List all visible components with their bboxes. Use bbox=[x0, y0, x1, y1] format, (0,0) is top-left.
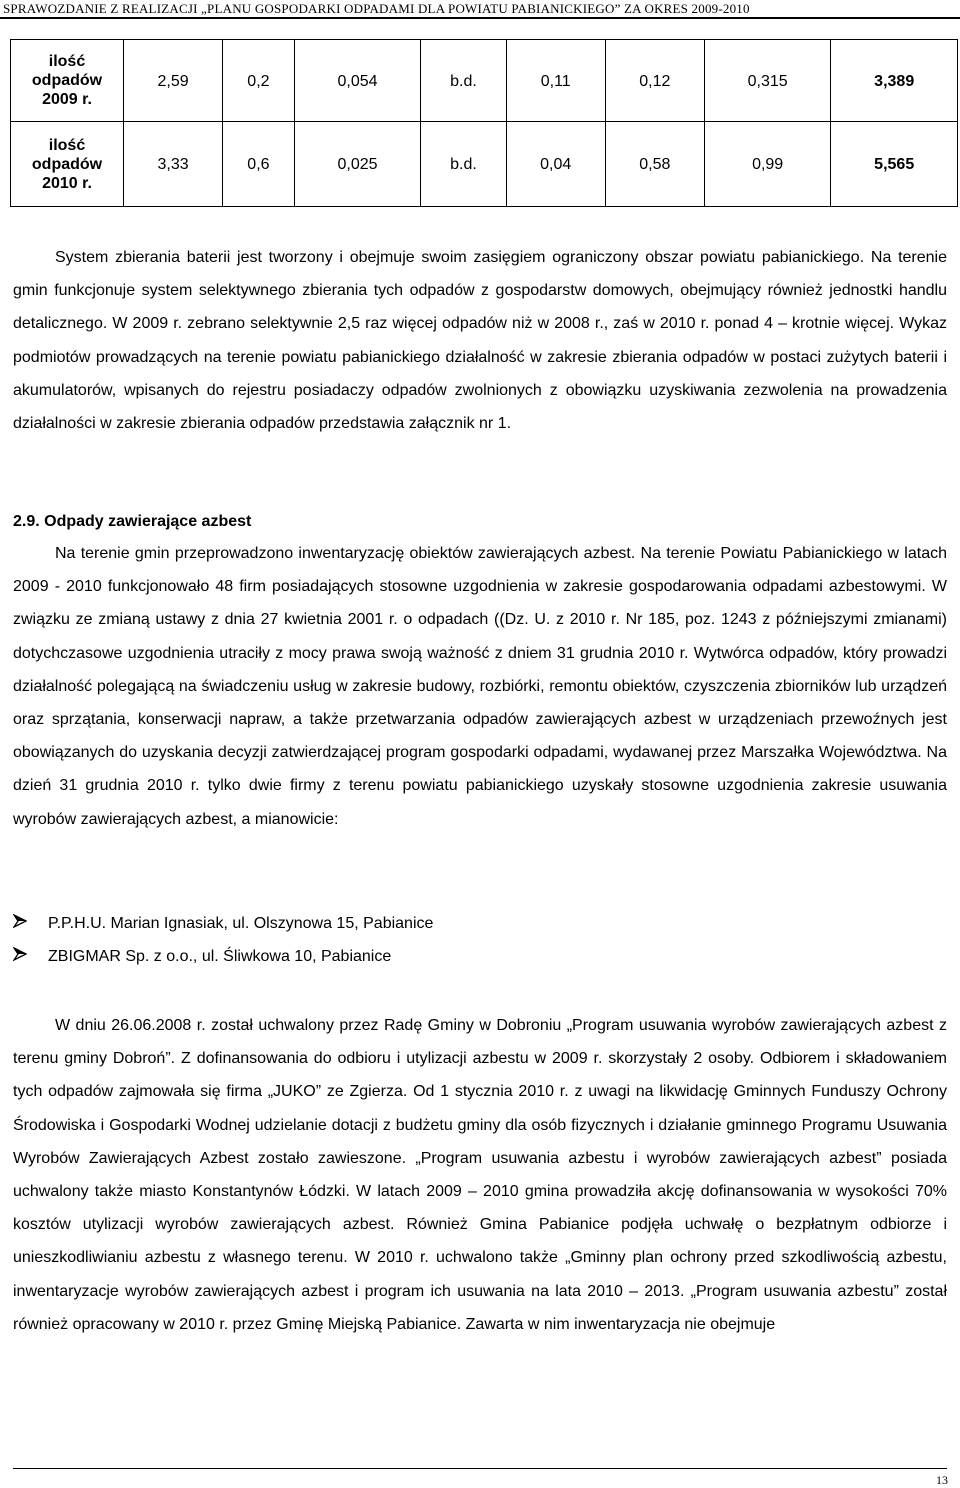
list-item bbox=[13, 907, 433, 940]
list-item bbox=[13, 940, 433, 973]
table-row bbox=[11, 122, 958, 207]
table-cell: 0,2 bbox=[223, 40, 295, 122]
table-cell: 3,389 bbox=[831, 40, 958, 122]
row-label-line: 2009 r. bbox=[42, 91, 92, 108]
table-cell: 0,04 bbox=[506, 122, 605, 207]
footer-divider bbox=[13, 1468, 947, 1469]
table-cell: 0,12 bbox=[605, 40, 704, 122]
table-row bbox=[11, 40, 958, 122]
waste-quantity-table bbox=[10, 39, 958, 207]
row-label-line: odpadów bbox=[31, 155, 103, 173]
dobron-paragraph bbox=[13, 1009, 947, 1341]
batteries-text: System zbierania baterii jest tworzony i obejmuje swoim zasięgiem ograniczony obszar powiatu pabianickiego. Na terenie gmin funkcjonuje system selektywnego zbierania tych odpadów z gospodarstw domowych, obejmujący również jednostki handlu detalicznego. W 2009 r. zebrano selektywnie 2,5 raz więcej odpadów niż w 2008 r., zaś w 2010 r. ponad 4 – krotnie więcej. Wykaz podmiotów prowadzących na terenie powiatu pabianickiego działalność w zakresie zbierania odpadów w postaci zużytych baterii i akumulatorów, wpisanych do rejestru posiadaczy odpadów zwolnionych z obowiązku uzyskiwania zezwolenia na prowadzenia działalności w zakresie zbierania odpadów przedstawia załącznik nr 1. bbox=[13, 249, 947, 433]
table-cell: 3,33 bbox=[124, 122, 223, 207]
row-label-line: ilość bbox=[48, 136, 86, 154]
table-cell: b.d. bbox=[421, 40, 506, 122]
row-label-line: ilość bbox=[48, 53, 86, 70]
row-label bbox=[11, 122, 124, 207]
firm-name: ZBIGMAR Sp. z o.o., ul. Śliwkowa 10, Pabianice bbox=[48, 948, 392, 965]
table-cell: 0,315 bbox=[704, 40, 831, 122]
table-cell: 0,054 bbox=[294, 40, 421, 122]
table-cell: 0,58 bbox=[605, 122, 704, 207]
row-label bbox=[11, 40, 124, 122]
firm-name: P.P.H.U. Marian Ignasiak, ul. Olszynowa 15, Pabianice bbox=[48, 915, 434, 932]
table-cell: 2,59 bbox=[124, 40, 223, 122]
dobron-text: W dniu 26.06.2008 r. został uchwalony przez Radę Gminy w Dobroniu „Program usuwania wyrobów zawierających azbest z terenu gminy Dobroń”. Z dofinansowania do odbioru i utylizacji azbestu w 2009 r. skorzystały 2 osoby. Odbiorem i składowaniem tych odpadów zajmowała się firma „JUKO” ze Zgierza. Od 1 stycznia 2010 r. z uwagi na likwidację Gminnych Funduszy Ochrony Środowiska i Gospodarki Wodnej udzielanie dotacji z budżetu gminy dla osób fizycznych i działanie gminnego Programu Usuwania Wyrobów Zawierających Azbest zostało zawieszone. „Program usuwania azbestu i wyrobów zawierających azbest” posiada uchwalony także miasto Konstantynów Łódzki. W latach 2009 – 2010 gmina prowadziła akcję dofinansowania w wysokości 70% kosztów utylizacji wyrobów zawierających azbest. Również Gmina Pabianice podjęła uchwałę o bezpłatnym odbiorze i unieszkodliwianiu azbestu z własnego terenu. W 2010 r. uchwalono także „Gminny plan ochrony przed szkodliwością azbestu, inwentaryzacje wyrobów zawierających azbest i program ich usuwania na lata 2010 – 2013. „Program usuwania azbestu” został również opracowany w 2010 r. przez Gminę Miejską Pabianice. Zawarta w nim inwentaryzacja nie obejmuje bbox=[13, 1017, 947, 1333]
table-cell: 0,025 bbox=[294, 122, 421, 207]
running-header: SPRAWOZDANIE Z REALIZACJI „PLANU GOSPODARKI ODPADAMI DLA POWIATU PABIANICKIEGO” ZA OKRES 2009-2010 bbox=[0, 0, 960, 19]
batteries-paragraph bbox=[13, 241, 947, 440]
row-label-line: 2010 r. bbox=[42, 174, 92, 192]
arrowhead-bullet-icon bbox=[13, 940, 48, 973]
asbestos-text: Na terenie gmin przeprowadzono inwentaryzację obiektów zawierających azbest. Na terenie Powiatu Pabianickiego w latach 2009 - 2010 funkcjonowało 48 firm posiadających stosowne uzgodnienia w zakresie gospodarowania odpadami azbestowymi. W związku ze zmianą ustawy z dnia 27 kwietnia 2001 r. o odpadach ((Dz. U. z 2010 r. Nr 185, poz. 1243 z późniejszymi zmianami) dotychczasowe uzgodnienia utraciły z mocy prawa swoją ważność z dniem 31 grudnia 2010 r. Wytwórca odpadów, który prowadzi działalność polegającą na świadczeniu usług w zakresie budowy, rozbiórki, remontu obiektów, czyszczenia zbiorników lub urządzeń oraz sprzątania, konserwacji napraw, a także przetwarzania odpadów zawierających azbest w urządzeniach przewoźnych jest obowiązanych do uzyskania decyzji zatwierdzającej program gospodarki odpadami, wydawanej przez Marszałka Województwa. Na dzień 31 grudnia 2010 r. tylko dwie firmy z terenu powiatu pabianickiego uzyskały stosowne uzgodnienia zakresie usuwania wyrobów zawierających azbest, a mianowicie: bbox=[13, 545, 947, 828]
table-cell: 0,11 bbox=[506, 40, 605, 122]
table-cell: 0,99 bbox=[704, 122, 831, 207]
page-number: 13 bbox=[936, 1473, 948, 1487]
table-cell: b.d. bbox=[421, 122, 506, 207]
table-cell: 5,565 bbox=[831, 122, 958, 207]
section-number: 2.9. bbox=[13, 513, 40, 530]
arrowhead-bullet-icon bbox=[13, 907, 48, 940]
section-title: Odpady zawierające azbest bbox=[44, 513, 252, 530]
row-label-line: odpadów bbox=[31, 72, 103, 89]
section-heading bbox=[13, 508, 251, 536]
firm-list bbox=[13, 907, 433, 973]
table-cell: 0,6 bbox=[223, 122, 295, 207]
asbestos-paragraph bbox=[13, 537, 947, 836]
